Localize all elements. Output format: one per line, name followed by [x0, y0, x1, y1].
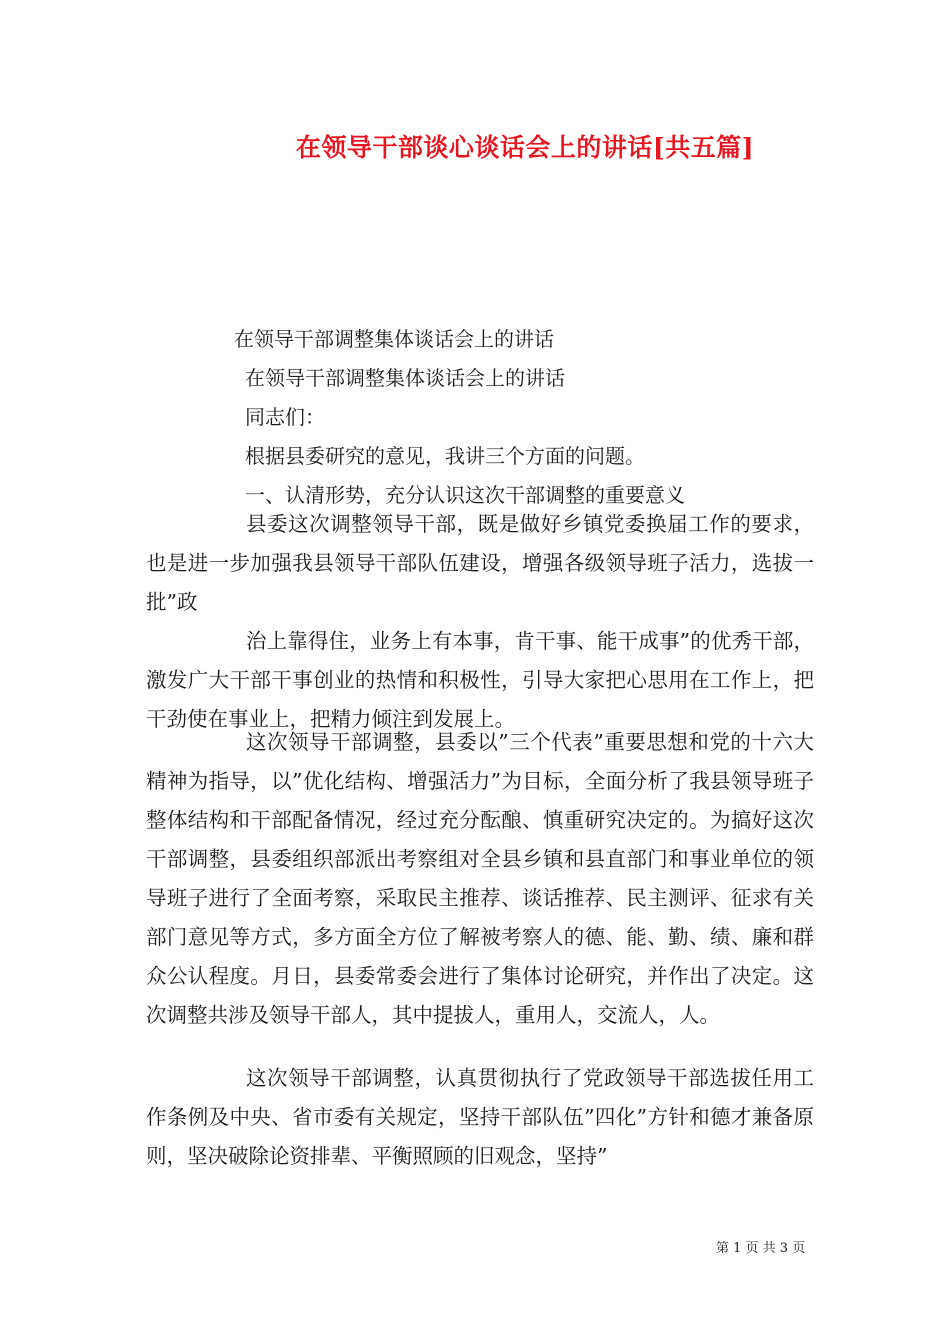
- heading-line-2: 在领导干部调整集体谈话会上的讲话: [245, 366, 565, 390]
- page-footer: 第 1 页 共 3 页: [716, 1241, 806, 1256]
- intro-line: 根据县委研究的意见，我讲三个方面的问题。: [245, 444, 645, 468]
- paragraph-1: 县委这次调整领导干部，既是做好乡镇党委换届工作的要求，也是进一步加强我县领导干部队伍建设，增强各级领导班子活力，选拔一批”政: [146, 512, 814, 614]
- paragraph-2: 治上靠得住，业务上有本事，肯干事、能干成事”的优秀干部，激发广大干部干事创业的热情和积极性，引导大家把心思用在工作上，把干劲使在事业上，把精力倾注到发展上。: [146, 629, 814, 731]
- document-title: 在领导干部谈心谈话会上的讲话[共五篇]: [295, 133, 755, 162]
- heading-line-1: 在领导干部调整集体谈话会上的讲话: [234, 327, 554, 351]
- paragraph-3: 这次领导干部调整，县委以”三个代表”重要思想和党的十六大精神为指导，以”优化结构、增强活力”为目标，全面分析了我县领导班子整体结构和干部配备情况，经过充分酝酿、慎重研究决定的。为搞好这次干部调整，县委组织部派出考察组对全县乡镇和县直部门和事业单位的领导班子进行了全面考察，采取民主推荐、谈话推荐、民主测评、征求有关部门意见等方式，多方面全方位了解被考察人的德、能、勤、绩、廉和群众公认程度。月日，县委常委会进行了集体讨论研究，并作出了决定。这次调整共涉及领导干部人，其中提拔人，重用人，交流人，人。: [146, 730, 814, 1027]
- paragraph-4: 这次领导干部调整，认真贯彻执行了党政领导干部选拔任用工作条例及中央、省市委有关规定，坚持干部队伍”四化”方针和德才兼备原则，坚决破除论资排辈、平衡照顾的旧观念，坚持”: [146, 1066, 814, 1168]
- salutation: 同志们：: [245, 405, 325, 429]
- section-heading-1: 一、认清形势，充分认识这次干部调整的重要意义: [245, 483, 685, 507]
